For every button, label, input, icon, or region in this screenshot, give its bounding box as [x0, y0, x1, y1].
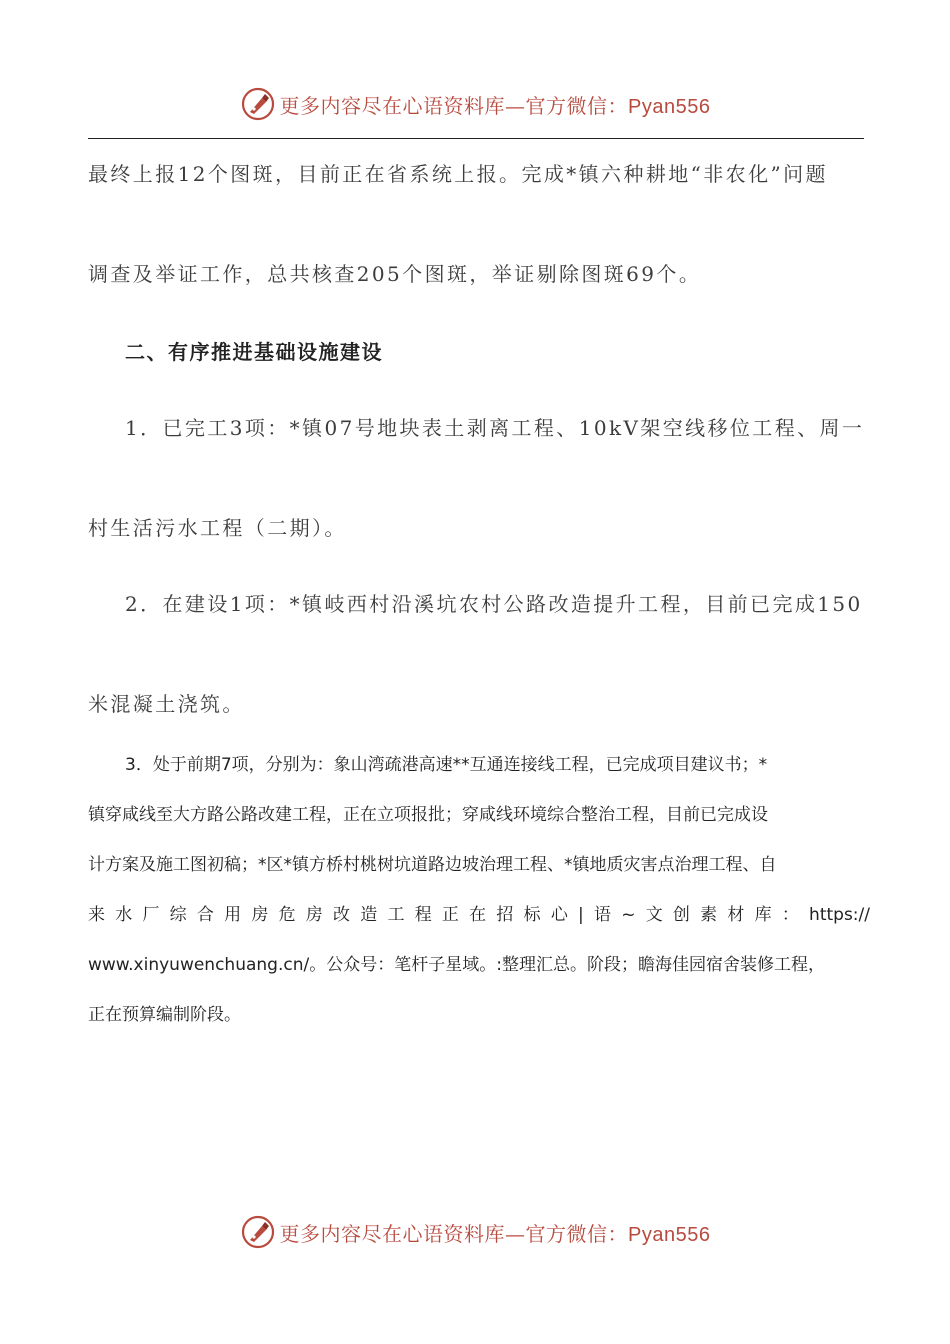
item-3-line: www.xinyuwenchuang.cn/。公众号：笔杆子星域。:整理汇总。阶段；瞻海佳园宿舍装修工程， [88, 955, 825, 975]
item-3-line: 镇穿咸线至大方路公路改建工程，正在立项报批；穿咸线环境综合整治工程，目前已完成设 [88, 805, 768, 825]
pen-nib-logo-icon [240, 86, 276, 122]
item-2-line-1: 2．在建设1项：*镇岐西村沿溪坑农村公路改造提升工程，目前已完成150 [125, 592, 863, 616]
paragraph-line: 调查及举证工作，总共核查205个图斑，举证剔除图斑69个。 [88, 262, 702, 286]
banner-text: 更多内容尽在心语资料库—官方微信：Pyan556 [279, 93, 711, 118]
banner-text: 更多内容尽在心语资料库—官方微信：Pyan556 [279, 1221, 711, 1246]
banner-wechat-id: Pyan556 [628, 1223, 711, 1246]
section-heading: 二、有序推进基础设施建设 [125, 340, 383, 364]
paragraph-line: 最终上报12个图斑，目前正在省系统上报。完成*镇六种耕地“非农化”问题 [88, 162, 828, 186]
footer-banner [0, 1212, 950, 1252]
banner-wechat-id: Pyan556 [628, 95, 711, 118]
item-1-line-2: 村生活污水工程（二期）。 [88, 516, 347, 540]
item-3-line: 来水厂综合用房危房改造工程正在招标心|语~文创素材库：https:// [88, 905, 870, 925]
item-3-line: 3．处于前期7项，分别为：象山湾疏港高速**互通连接线工程，已完成项目建议书；* [125, 755, 768, 775]
item-3-line: 计方案及施工图初稿；*区*镇方桥村桃树坑道路边坡治理工程、*镇地质灾害点治理工程、自 [88, 855, 777, 875]
item-1-line-1: 1．已完工3项：*镇07号地块表土剥离工程、10kV架空线移位工程、周一 [125, 416, 865, 440]
pen-nib-logo-icon [240, 1214, 276, 1250]
header-divider [88, 138, 864, 139]
header-banner [0, 84, 950, 124]
item-3-line: 正在预算编制阶段。 [88, 1005, 241, 1025]
item-3-paragraph [88, 740, 870, 1040]
item-2-line-2: 米混凝土浇筑。 [88, 692, 245, 716]
